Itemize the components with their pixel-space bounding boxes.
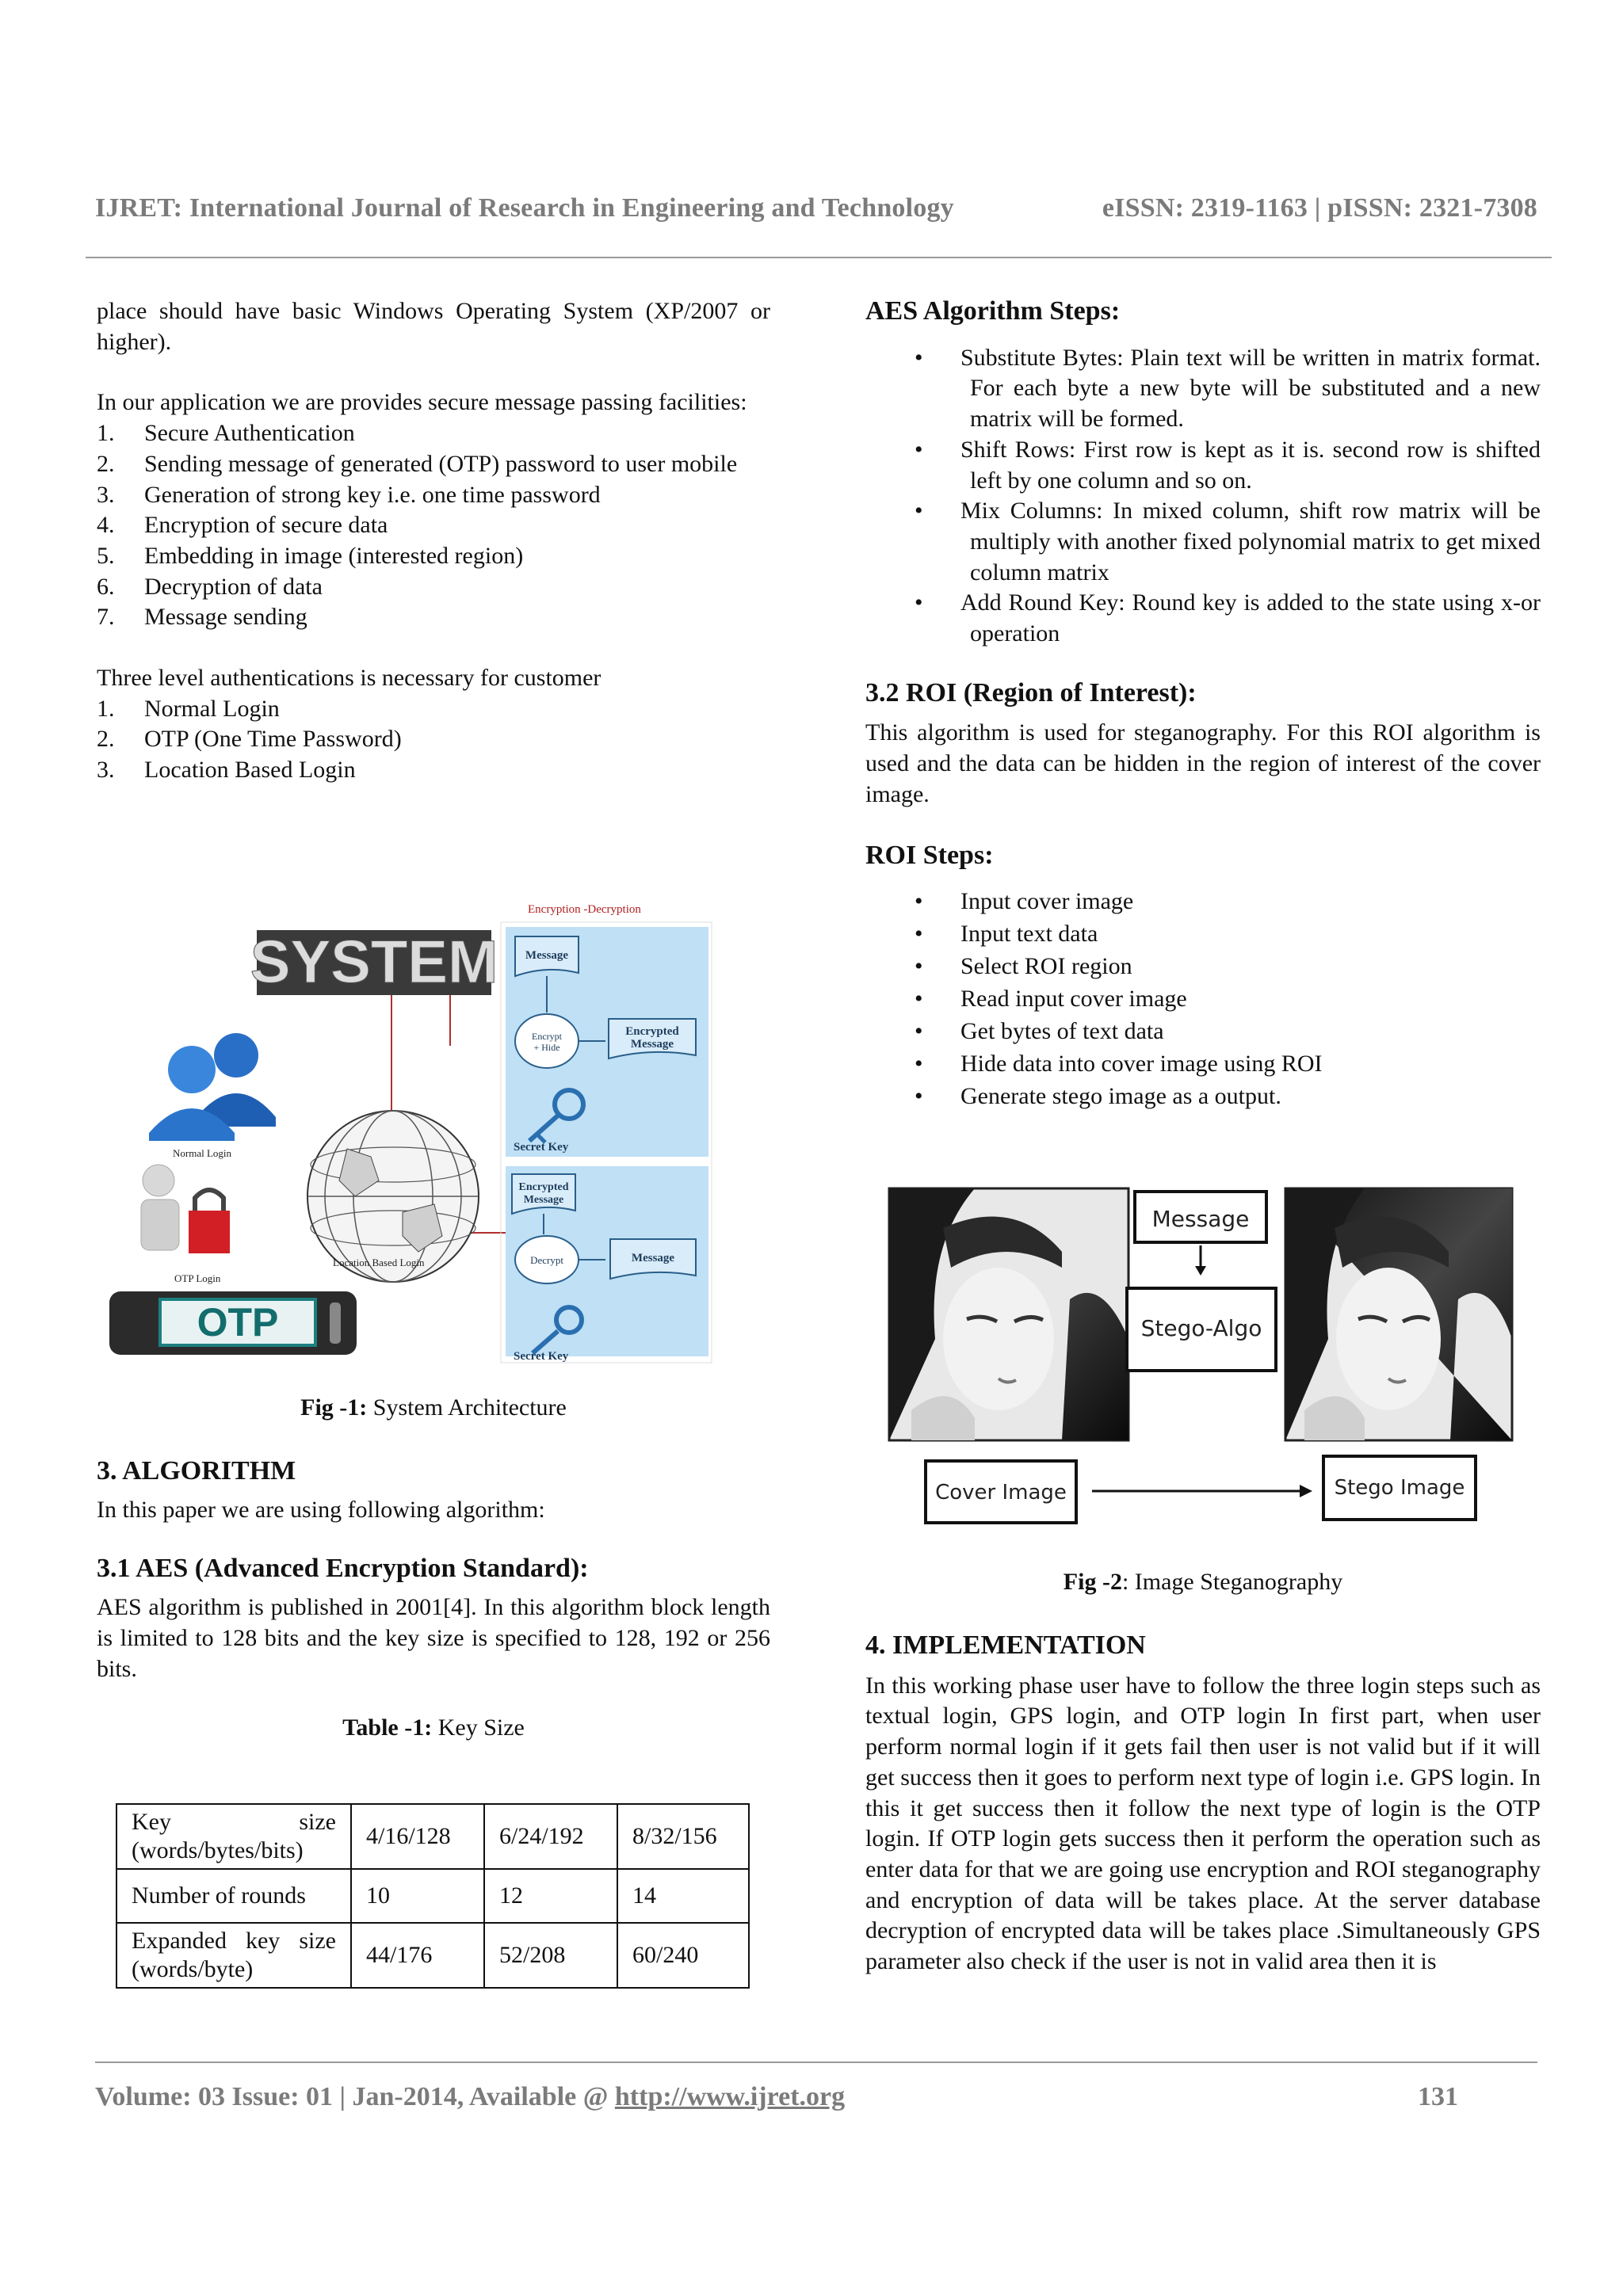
list-item: • Add Round Key: Round key is added to the state using x-or operation: [915, 589, 1541, 647]
list-item: • Generate stego image as a output.: [915, 1083, 1281, 1110]
cover-photo: [889, 1188, 1128, 1440]
section-heading: 3. ALGORITHM: [97, 1456, 296, 1486]
paragraph: Three level authentications is necessary for customer: [97, 665, 601, 692]
stego-photo: [1285, 1188, 1512, 1440]
image-steganography-figure: [880, 1180, 1529, 1534]
svg-text:Stego-Algo: Stego-Algo: [1140, 1315, 1262, 1341]
svg-text:Cover Image: Cover Image: [935, 1481, 1067, 1505]
list-item: 2. OTP (One Time Password): [97, 726, 402, 753]
list-item: 4. Encryption of secure data: [97, 512, 388, 539]
journal-link[interactable]: http://www.ijret.org: [614, 2082, 846, 2111]
list-item: • Substitute Bytes: Plain text will be written in matrix format. For each byte a new byte will be substituted and a new matrix will be formed.: [915, 344, 1541, 433]
list-item: 6. Decryption of data: [97, 573, 323, 600]
auth-list: [97, 694, 770, 786]
right-column: [865, 296, 1541, 1112]
list-item: 1. Normal Login: [97, 695, 280, 722]
otp-label: OTP: [197, 1300, 279, 1344]
list-item: • Get bytes of text data: [915, 1018, 1164, 1045]
list-item: 5. Embedding in image (interested region): [97, 542, 524, 569]
system-label: SYSTEM: [250, 929, 498, 996]
left-column-lower: [97, 1456, 770, 1744]
paragraph: AES algorithm is published in 2001[4]. In this algorithm block length is limited to 128 bits and the key size is specified to 128, 192 or 256 bits.: [97, 1594, 770, 1682]
running-footer: Volume: 03 Issue: 01 | Jan-2014, Available @ http://www.ijret.org 131: [95, 2082, 1458, 2111]
list-item: • Input text data: [915, 921, 1098, 948]
section-heading: 3.2 ROI (Region of Interest):: [865, 677, 1197, 707]
journal-title: IJRET: International Journal of Research in Engineering and Technology: [95, 193, 954, 223]
section-heading: AES Algorithm Steps:: [865, 296, 1121, 326]
svg-text:Secret Key: Secret Key: [514, 1141, 569, 1154]
list-item: 2. Sending message of generated (OTP) password to user mobile: [97, 450, 738, 477]
section-heading: 3.1 AES (Advanced Encryption Standard):: [97, 1554, 589, 1584]
svg-text:+ Hide: + Hide: [533, 1042, 560, 1053]
users-icon: [149, 1033, 276, 1141]
paragraph: place should have basic Windows Operating System (XP/2007 or higher).: [97, 298, 770, 355]
section-heading: ROI Steps:: [865, 840, 994, 870]
svg-text:Message: Message: [525, 949, 569, 962]
svg-text:Encrypted: Encrypted: [625, 1025, 679, 1038]
page-number: 131: [1418, 2082, 1458, 2111]
svg-text:Stego Image: Stego Image: [1334, 1476, 1465, 1500]
svg-text:Message: Message: [523, 1194, 564, 1206]
table-row: Expanded key size (words/byte) 44/176 52/208 60/240: [116, 1923, 749, 1988]
list-item: • Shift Rows: First row is kept as it is. second row is shifted left by one column and so on.: [915, 436, 1541, 494]
svg-text:Secret Key: Secret Key: [514, 1350, 569, 1363]
fig2-caption: Fig -2: Image Steganography: [1063, 1569, 1343, 1595]
svg-text:Encrypt: Encrypt: [532, 1031, 562, 1042]
running-header: [95, 193, 1537, 223]
paragraph: In this working phase user have to follow the three login steps such as textual login, GPS login, and OTP login In first part, when user perform normal login if it gets fail then user is not valid but if it will get success then it goes to perform next type of login i.e. GPS login. In this it get success then it follow the next type of login is the OTP login. If OTP login gets success then it perform the operation such as enter data for that we are going use encryption and ROI steganography and encryption of data will be takes place. At the server database decryption of encrypted data will be takes place .Simultaneously GPS parameter also check if the user is not in valid area then it is: [865, 1672, 1541, 1975]
fig1-caption: Fig -1: System Architecture: [300, 1394, 567, 1421]
table-row: Number of rounds 10 12 14: [116, 1869, 749, 1923]
svg-text:Message: Message: [630, 1038, 674, 1051]
issn-text: eISSN: 2319-1163 | pISSN: 2321-7308: [1102, 193, 1537, 223]
list-item: • Read input cover image: [915, 986, 1187, 1013]
list-item: 1. Secure Authentication: [97, 420, 355, 447]
svg-text:Encrypted: Encrypted: [518, 1181, 569, 1193]
key-size-table: [116, 1803, 750, 1989]
left-column: [97, 296, 770, 786]
svg-text:Message: Message: [631, 1252, 675, 1264]
right-column-lower: [865, 1630, 1541, 1978]
system-architecture-figure: [109, 879, 743, 1371]
normal-login-label: Normal Login: [173, 1147, 232, 1159]
feature-list: [97, 418, 770, 633]
list-item: 3. Location Based Login: [97, 757, 356, 784]
paragraph: In our application we are provides secure message passing facilities:: [97, 389, 747, 416]
list-item: • Hide data into cover image using ROI: [915, 1051, 1323, 1077]
list-item: 3. Generation of strong key i.e. one time password: [97, 481, 601, 508]
svg-text:Decrypt: Decrypt: [530, 1254, 563, 1266]
list-item: • Mix Columns: In mixed column, shift row matrix will be multiply with another fixed polynomial matrix to get mixed column matrix: [915, 498, 1541, 585]
paragraph: In this paper we are using following algorithm:: [97, 1496, 545, 1523]
table-caption: Table -1: Key Size: [342, 1714, 525, 1741]
lock-person-icon: [141, 1165, 230, 1253]
section-heading: 4. IMPLEMENTATION: [865, 1630, 1146, 1660]
paragraph: This algorithm is used for steganography. For this ROI algorithm is used and the data can be hidden in the region of interest of the cover image.: [865, 719, 1541, 807]
otp-login-label: OTP Login: [174, 1272, 221, 1284]
otp-badge: [109, 1291, 357, 1355]
svg-text:Message: Message: [1151, 1206, 1250, 1232]
list-item: 7. Message sending: [97, 604, 307, 631]
footer-rule: [95, 2061, 1537, 2063]
location-label: Location Based Login: [333, 1257, 425, 1268]
list-item: • Select ROI region: [915, 953, 1132, 980]
table-row: Key size (words/bytes/bits) 4/16/128 6/24/192 8/32/156: [116, 1804, 749, 1869]
header-rule: [86, 257, 1552, 258]
encryption-decryption-title: Encryption -Decryption: [528, 903, 641, 916]
list-item: • Input cover image: [915, 888, 1134, 915]
